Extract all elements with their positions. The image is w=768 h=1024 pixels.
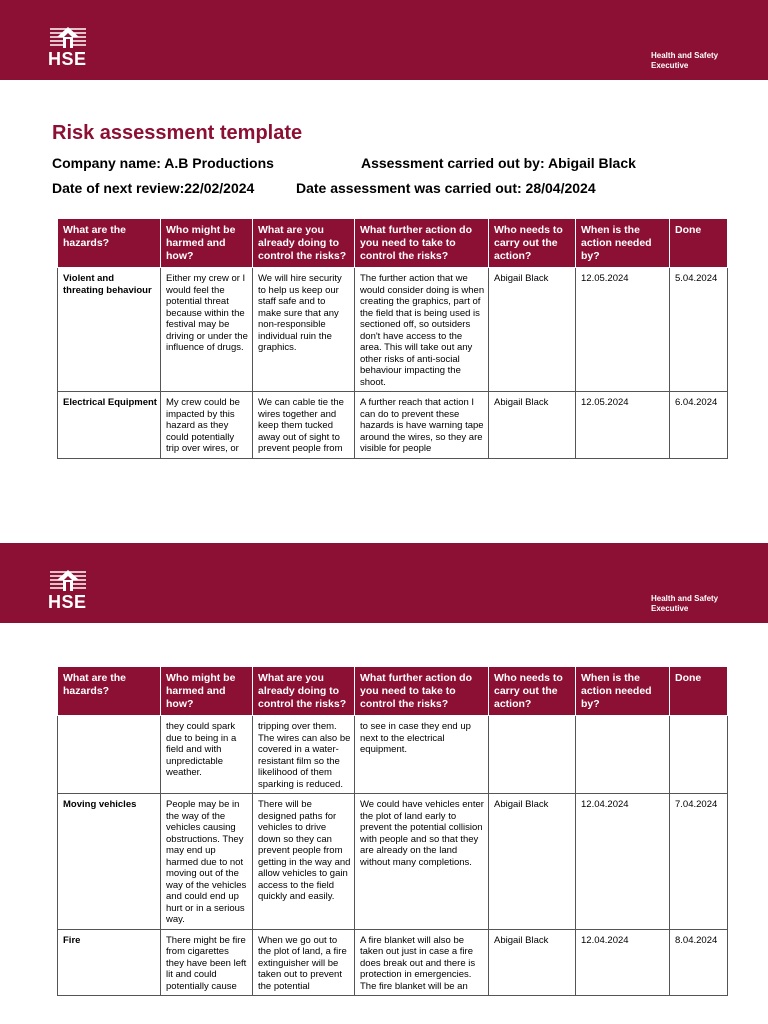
table-header-row (58, 219, 728, 268)
header-action-due: When is the action needed by? (576, 219, 670, 268)
assessment-date: Date assessment was carried out: 28/04/2024 (296, 180, 596, 196)
cell-action-owner: Abigail Black (489, 929, 576, 996)
header-done: Done (670, 219, 728, 268)
cell-current-controls: We can cable tie the wires together and keep them tucked away out of sight to prevent people from (253, 392, 355, 459)
cell-action-due (576, 716, 670, 794)
header-who-harmed: Who might be harmed and how? (161, 219, 253, 268)
table-row (58, 392, 728, 459)
hse-emblem-icon (48, 569, 88, 593)
cell-hazard (58, 716, 161, 794)
header-current-controls: What are you already doing to control the risks? (253, 667, 355, 716)
hse-logo-text: HSE (48, 49, 87, 69)
hse-logo-text: HSE (48, 592, 87, 612)
cell-action-owner (489, 716, 576, 794)
header-action-due: When is the action needed by? (576, 667, 670, 716)
cell-current-controls: tripping over them. The wires can also be covered in a water-resistant film so the likelihood of them sparking is reduced. (253, 716, 355, 794)
cell-action-owner: Abigail Black (489, 794, 576, 930)
cell-hazard: Fire (58, 929, 161, 996)
next-review-date: Date of next review:22/02/2024 (52, 180, 255, 196)
cell-who-harmed: There might be fire from cigarettes they have been left lit and could potentially cause (161, 929, 253, 996)
cell-done: 6.04.2024 (670, 392, 728, 459)
cell-action-owner: Abigail Black (489, 392, 576, 459)
cell-hazard: Moving vehicles (58, 794, 161, 930)
header-hazards: What are the hazards? (58, 219, 161, 268)
cell-hazard: Violent and threating behaviour (58, 268, 161, 392)
cell-action-due: 12.04.2024 (576, 794, 670, 930)
cell-who-harmed: Either my crew or I would feel the potential threat because within the festival may be driving or under the influence of drugs. (161, 268, 253, 392)
cell-done: 7.04.2024 (670, 794, 728, 930)
hse-logo (48, 569, 92, 610)
cell-action-due: 12.05.2024 (576, 392, 670, 459)
org-name-line2: Executive (651, 604, 689, 613)
cell-further-action: A fire blanket will also be taken out just in case a fire does break out and there is protection in emergencies. The fire blanket will be an (355, 929, 489, 996)
cell-done: 5.04.2024 (670, 268, 728, 392)
header-band (0, 0, 768, 80)
header-further-action: What further action do you need to take to control the risks? (355, 219, 489, 268)
cell-hazard: Electrical Equipment (58, 392, 161, 459)
org-name-line1: Health and Safety (651, 594, 719, 603)
risk-table-page2 (57, 666, 728, 996)
cell-action-due: 12.05.2024 (576, 268, 670, 392)
cell-further-action: We could have vehicles enter the plot of land early to prevent the potential collision with people and so that they are already on the land without many completions. (355, 794, 489, 930)
header-done: Done (670, 667, 728, 716)
cell-who-harmed: My crew could be impacted by this hazard as they could potentially trip over wires, or (161, 392, 253, 459)
company-name: Company name: A.B Productions (52, 155, 274, 171)
table-header-row (58, 667, 728, 716)
header-further-action: What further action do you need to take to control the risks? (355, 667, 489, 716)
header-who-harmed: Who might be harmed and how? (161, 667, 253, 716)
risk-table-page1 (57, 218, 728, 459)
header-action-owner: Who needs to carry out the action? (489, 219, 576, 268)
cell-further-action: to see in case they end up next to the electrical equipment. (355, 716, 489, 794)
cell-further-action: The further action that we would consider doing is when creating the graphics, part of the field that is being used is sectioned off, so outsiders don't have access to the area. This will take out any other risks of anti-social behaviour impacting the shoot. (355, 268, 489, 392)
header-current-controls: What are you already doing to control the risks? (253, 219, 355, 268)
cell-done (670, 716, 728, 794)
table-row (58, 794, 728, 930)
cell-current-controls: When we go out to the plot of land, a fire extinguisher will be taken out to prevent the potential (253, 929, 355, 996)
org-name (651, 51, 718, 71)
cell-current-controls: We will hire security to help us keep our staff safe and to make sure that any non-responsible individual ruin the graphics. (253, 268, 355, 392)
header-action-owner: Who needs to carry out the action? (489, 667, 576, 716)
table-row (58, 716, 728, 794)
table-row (58, 268, 728, 392)
org-name (651, 594, 718, 614)
header-hazards: What are the hazards? (58, 667, 161, 716)
table-row (58, 929, 728, 996)
org-name-line1: Health and Safety (651, 51, 719, 60)
org-name-line2: Executive (651, 61, 689, 70)
assessor-name: Assessment carried out by: Abigail Black (361, 155, 636, 171)
cell-who-harmed: they could spark due to being in a field and with unpredictable weather. (161, 716, 253, 794)
cell-who-harmed: People may be in the way of the vehicles causing obstructions. They may end up harmed due to not moving out of the way of the vehicles and could end up hurt or in a serious way. (161, 794, 253, 930)
cell-further-action: A further reach that action I can do to prevent these hazards is have warning tape around the wires, so they are visible for people (355, 392, 489, 459)
hse-logo (48, 26, 92, 67)
cell-current-controls: There will be designed paths for vehicles to drive down so they can prevent people from getting in the way and allow vehicles to gain access to the field quickly and easily. (253, 794, 355, 930)
page-title: Risk assessment template (52, 122, 303, 144)
cell-done: 8.04.2024 (670, 929, 728, 996)
cell-action-due: 12.04.2024 (576, 929, 670, 996)
hse-emblem-icon (48, 26, 88, 50)
header-band-page2 (0, 543, 768, 623)
cell-action-owner: Abigail Black (489, 268, 576, 392)
